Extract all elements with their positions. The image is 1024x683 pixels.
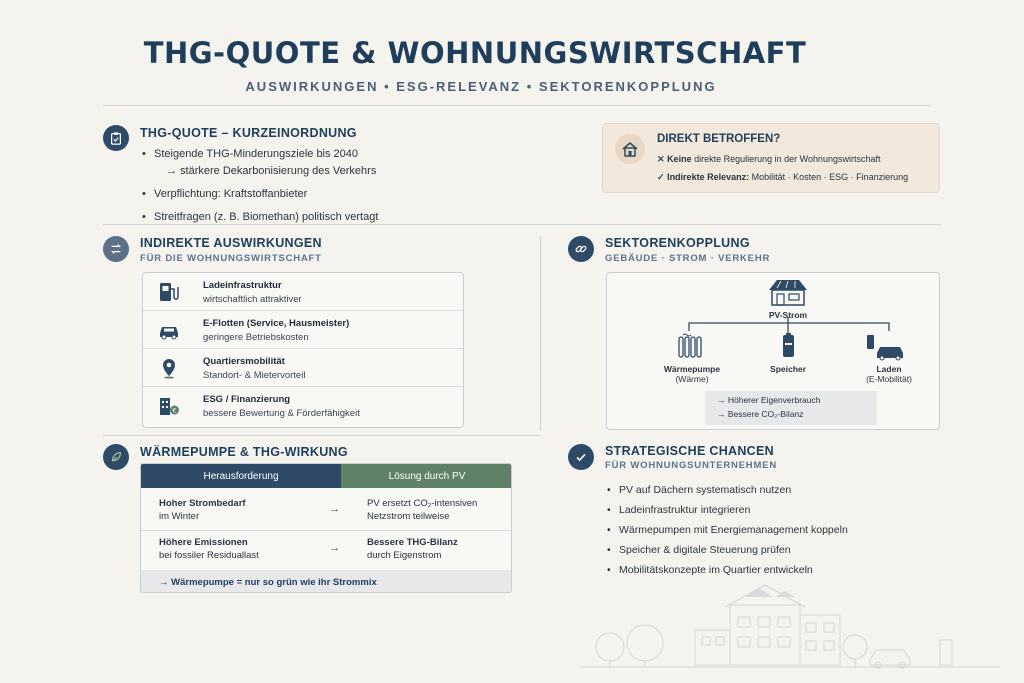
direkt-betroffen-box [602, 123, 940, 193]
car-icon [157, 319, 181, 341]
list-item: • Streitfragen (z. B. Biomethan) politisch vertagt [142, 210, 442, 225]
waerme-title: WÄRMEPUMPE & THG-WIRKUNG [140, 445, 348, 459]
location-pin-icon [157, 357, 181, 379]
pv-strom-label: PV-Strom [768, 310, 808, 320]
house-pv-icon [769, 280, 807, 305]
charging-station-icon [157, 281, 181, 303]
arrow-icon: → [329, 542, 340, 554]
waermepumpe-label: Wärmepumpe (Wärme) [663, 364, 721, 384]
direkt-row-keine: ✕ Keine direkte Regulierung in der Wohnungswirtschaft [657, 154, 881, 164]
list-item: € ESG / Finanzierung bessere Bewertung & Förderfähigkeit [143, 387, 463, 429]
battery-icon [783, 333, 794, 357]
indirekt-card-list [142, 272, 464, 428]
chancen-title: STRATEGISCHE CHANCEN [605, 444, 774, 458]
chancen-subtitle: FÜR WOHNUNGSUNTERNEHMEN [605, 460, 777, 471]
laden-label: Laden (E-Mobilität) [866, 364, 912, 384]
exchange-arrows-icon [103, 236, 129, 262]
clipboard-icon [103, 125, 129, 151]
list-item: • Verpflichtung: Kraftstoffanbieter [142, 187, 442, 202]
direkt-row-indirekt: ✓ Indirekte Relevanz: Mobilität · Kosten · ESG · Finanzierung [657, 172, 909, 182]
indirekt-title: INDIREKTE AUSWIRKUNGEN [140, 236, 322, 250]
house-icon [615, 134, 645, 164]
list-item: E-Flotten (Service, Hausmeister) geringere Betriebskosten [143, 311, 463, 349]
list-item: • Steigende THG-Minderungsziele bis 2040 [142, 147, 442, 162]
indirekt-subtitle: FÜR DIE WOHNUNGSWIRTSCHAFT [140, 253, 322, 264]
column-divider [540, 236, 541, 431]
waerme-table [140, 463, 512, 593]
table-cell: PV ersetzt CO₂-intensiven Netzstrom teilweise [367, 498, 478, 522]
table-cell: Bessere THG-Bilanz durch Eigenstrom [367, 537, 458, 561]
kopplung-title: SEKTORENKOPPLUNG [605, 236, 750, 250]
list-item: Ladeinfrastruktur wirtschaftlich attraktiver [143, 273, 463, 311]
kopplung-result-box: → Höherer Eigenverbrauch → Bessere CO₂-Bilanz [705, 391, 877, 425]
table-cell: Hoher Strombedarf im Winter [159, 498, 246, 522]
col-header-herausforderung: Herausforderung [141, 464, 341, 488]
col-header-loesung: Lösung durch PV [341, 464, 512, 488]
list-item: • Speicher & digitale Steuerung prüfen [607, 543, 927, 558]
building-euro-icon [157, 395, 181, 417]
chancen-list [607, 483, 927, 583]
list-item: → stärkere Dekarbonisierung des Verkehrs [166, 165, 377, 177]
leaf-icon [103, 444, 129, 470]
page-title: THG-QUOTE & WOHNUNGSWIRTSCHAFT [143, 36, 807, 70]
kopplung-subtitle: GEBÄUDE · STROM · VERKEHR [605, 253, 771, 264]
arrow-icon: → [329, 503, 340, 515]
radiator-icon [679, 334, 701, 357]
speicher-label: Speicher [770, 364, 806, 374]
list-item: Quartiersmobilität Standort- & Mietervorteil [143, 349, 463, 387]
direkt-title: DIREKT BETROFFEN? [657, 133, 781, 145]
kopplung-diagram [606, 272, 940, 430]
kurz-list [142, 147, 442, 233]
kurz-title: THG-QUOTE – KURZEINORDNUNG [140, 126, 357, 140]
link-icon [568, 236, 594, 262]
list-item: • Ladeinfrastruktur integrieren [607, 503, 927, 518]
building-sketch-illustration [580, 575, 1000, 670]
list-item: • Mobilitätskonzepte im Quartier entwickeln [607, 563, 927, 578]
page-subtitle: AUSWIRKUNGEN • ESG-RELEVANZ • SEKTORENKOPPLUNG [245, 79, 717, 94]
header-divider [103, 105, 931, 106]
waerme-footer: → Wärmepumpe = nur so grün wie ihr Strommix [141, 570, 511, 593]
charging-car-icon [867, 335, 903, 360]
table-cell: Höhere Emissionen bei fossiler Residuallast [159, 537, 259, 561]
list-item: • Wärmepumpen mit Energiemanagement koppeln [607, 523, 927, 538]
section-divider [103, 224, 941, 225]
list-item: • PV auf Dächern systematisch nutzen [607, 483, 927, 498]
section-divider [103, 435, 540, 436]
checkmark-icon [568, 444, 594, 470]
svg-text:€: € [172, 406, 177, 415]
